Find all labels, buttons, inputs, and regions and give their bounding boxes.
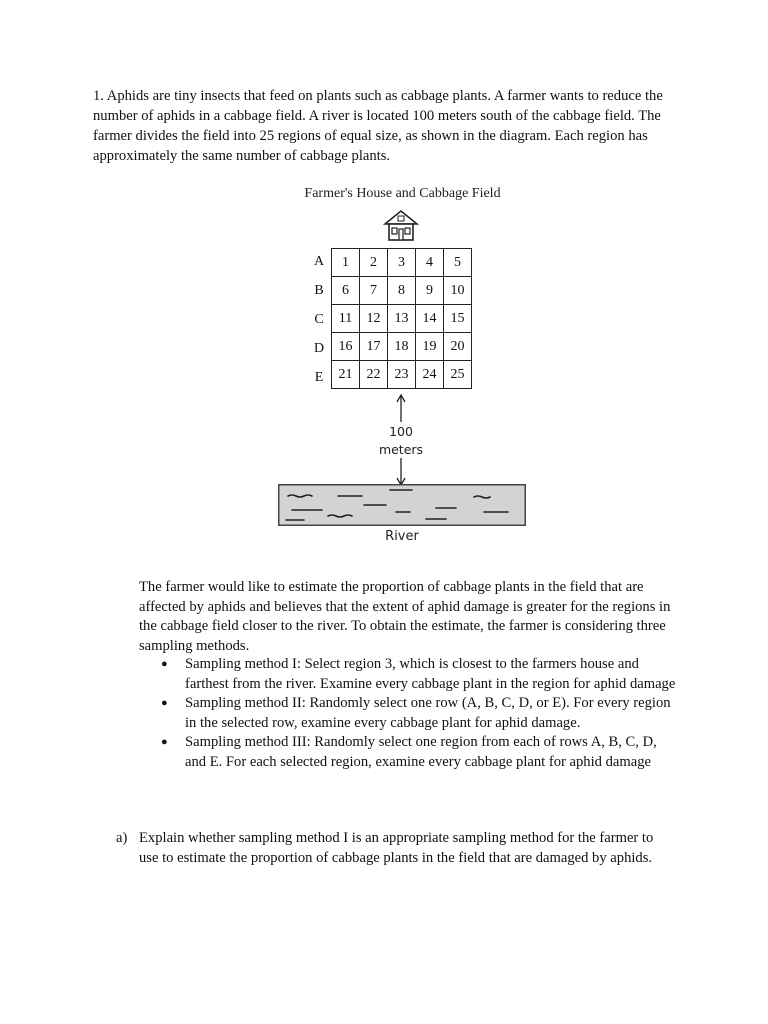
bullet-icon: ● [161, 697, 168, 709]
list-item [139, 733, 679, 772]
row-label-a: A [313, 254, 325, 269]
method-text: Sampling method I: Select region 3, which is closest to the farmers house and farthest from the river. Examine every cabbage plant in the region for aphid damage [185, 656, 676, 692]
region-cell: 22 [360, 361, 388, 389]
region-cell: 16 [332, 333, 360, 361]
region-cell: 14 [416, 305, 444, 333]
list-item [139, 694, 679, 733]
field-grid [331, 248, 472, 389]
region-cell: 11 [332, 305, 360, 333]
method-text: Sampling method II: Randomly select one row (A, B, C, D, or E). For every region in the selected row, examine every cabbage plant for aphid damage. [185, 695, 671, 731]
method-text: Sampling method III: Randomly select one region from each of rows A, B, C, D, and E. For each selected region, examine every cabbage plant for aphid damage [185, 734, 657, 770]
question-text: Explain whether sampling method I is an appropriate sampling method for the farmer to use to estimate the proportion of cabbage plants in the field that are damaged by aphids. [139, 830, 654, 866]
region-cell: 1 [332, 249, 360, 277]
river-shape [278, 484, 526, 526]
distance-value: 100 [389, 424, 413, 439]
region-cell: 25 [444, 361, 472, 389]
row-label-d: D [313, 341, 325, 356]
question-marker: a) [116, 830, 128, 846]
river-label: River [385, 529, 419, 544]
row-label-e: E [314, 370, 324, 385]
diagram-title: Farmer's House and Cabbage Field [304, 186, 501, 201]
context-paragraph: The farmer would like to estimate the proportion of cabbage plants in the field that are affected by aphids and believes that the extent of aphid damage is greater for the regions in the cabbage field closer to the river. To obtain the estimate, the farmer is considering three sampling methods. [139, 579, 671, 654]
region-cell: 9 [416, 277, 444, 305]
region-cell: 17 [360, 333, 388, 361]
region-cell: 18 [388, 333, 416, 361]
region-cell: 3 [388, 249, 416, 277]
distance-unit: meters [378, 442, 424, 457]
region-cell: 10 [444, 277, 472, 305]
region-cell: 6 [332, 277, 360, 305]
sampling-methods-list [139, 655, 679, 772]
problem-intro: 1. Aphids are tiny insects that feed on plants such as cabbage plants. A farmer wants to reduce the number of aphids in a cabbage field. A river is located 100 meters south of the cabbage field. The farmer divides the field into 25 regions of equal size, as shown in the diagram. Each region has approximately the same number of cabbage plants. [93, 88, 663, 164]
house-icon [383, 208, 419, 242]
region-cell: 4 [416, 249, 444, 277]
distance-arrow [390, 394, 412, 486]
region-cell: 12 [360, 305, 388, 333]
region-cell: 13 [388, 305, 416, 333]
region-cell: 15 [444, 305, 472, 333]
row-label-c: C [314, 312, 324, 327]
region-cell: 8 [388, 277, 416, 305]
bullet-icon: ● [161, 658, 168, 670]
region-cell: 5 [444, 249, 472, 277]
region-cell: 7 [360, 277, 388, 305]
region-cell: 23 [388, 361, 416, 389]
region-cell: 21 [332, 361, 360, 389]
row-label-b: B [314, 283, 324, 298]
region-cell: 19 [416, 333, 444, 361]
region-cell: 20 [444, 333, 472, 361]
region-cell: 2 [360, 249, 388, 277]
region-cell: 24 [416, 361, 444, 389]
list-item [139, 655, 679, 694]
bullet-icon: ● [161, 736, 168, 748]
